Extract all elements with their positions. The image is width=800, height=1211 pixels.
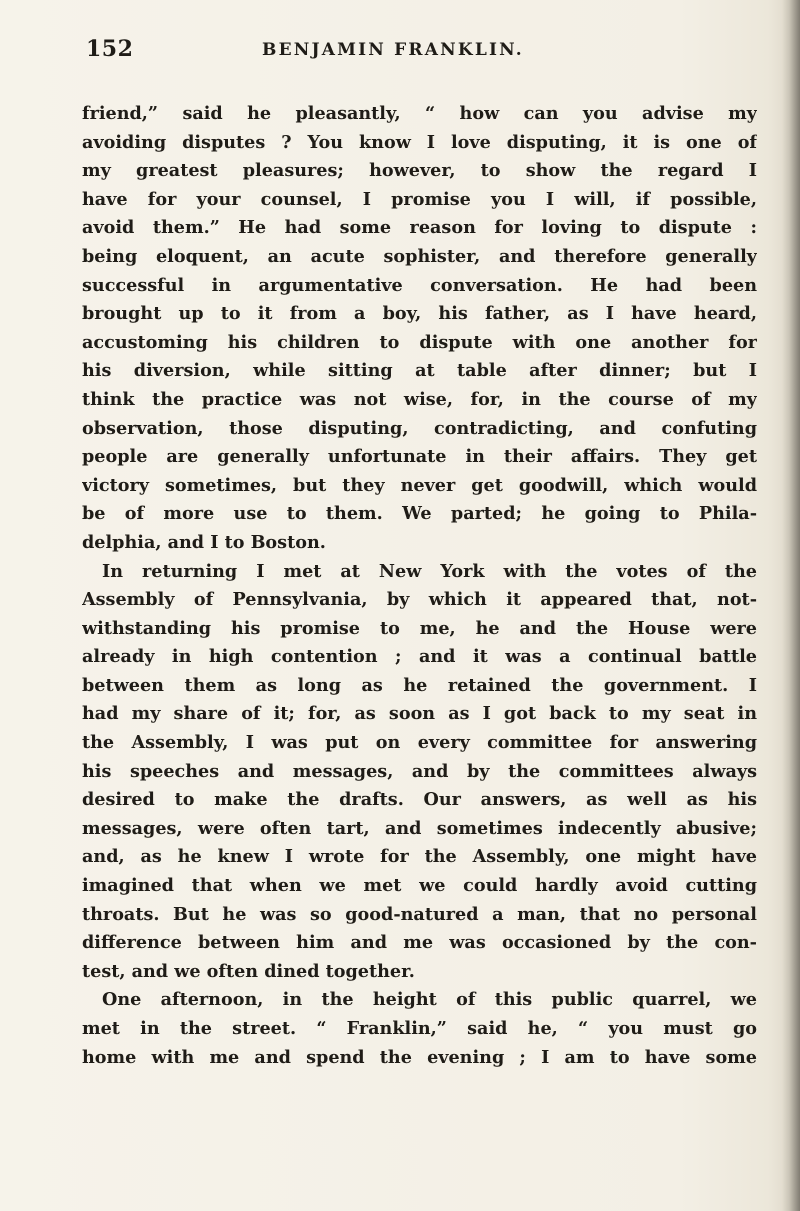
text-line: imagined that when we met we could hardly avoid cutting <box>82 875 757 897</box>
page-binding-edge <box>782 0 800 1211</box>
text-line: successful in argumentative conversation. He had been <box>82 274 757 296</box>
text-line: avoiding disputes ? You know I love disputing, it is one of <box>82 131 757 153</box>
text-line: his speeches and messages, and by the committees always <box>82 760 757 782</box>
text-line: delphia, and I to Boston. <box>82 531 326 553</box>
text-line: already in high contention ; and it was a continual battle <box>82 646 757 668</box>
text-line: the Assembly, I was put on every committee for answering <box>82 732 757 754</box>
running-title: BENJAMIN FRANKLIN. <box>262 40 524 60</box>
text-line: being eloquent, an acute sophister, and therefore generally <box>82 245 757 267</box>
text-line: friend,” said he pleasantly, “ how can you advise my <box>82 103 757 124</box>
text-line: One afternoon, in the height of this public quarrel, we <box>102 989 757 1011</box>
text-line: people are generally unfortunate in their affairs. They get <box>82 446 757 468</box>
text-line: my greatest pleasures; however, to show the regard I <box>82 160 757 182</box>
text-line: desired to make the drafts. Our answers, as well as his <box>82 789 757 811</box>
text-line: avoid them.” He had some reason for loving to dispute : <box>82 217 757 239</box>
text-line: between them as long as he retained the government. I <box>82 674 757 696</box>
text-line: be of more use to them. We parted; he going to Phila- <box>82 503 757 525</box>
page-number: 152 <box>86 36 134 62</box>
running-head <box>86 36 726 70</box>
text-line: observation, those disputing, contradicting, and confuting <box>82 417 757 439</box>
text-line: Assembly of Pennsylvania, by which it appeared that, not- <box>82 589 757 611</box>
text-line: In returning I met at New York with the votes of the <box>102 560 757 582</box>
text-line: test, and we often dined together. <box>82 960 415 982</box>
text-line: throats. But he was so good-natured a man, that no personal <box>82 903 757 925</box>
text-line: and, as he knew I wrote for the Assembly, one might have <box>82 846 757 868</box>
text-line: messages, were often tart, and sometimes indecently abusive; <box>82 817 757 839</box>
text-line: have for your counsel, I promise you I will, if possible, <box>82 188 757 210</box>
text-line: think the practice was not wise, for, in the course of my <box>82 388 757 410</box>
body-text <box>82 100 757 1072</box>
text-line: victory sometimes, but they never get goodwill, which would <box>82 474 757 496</box>
text-line: withstanding his promise to me, he and the House were <box>82 617 757 639</box>
text-line: had my share of it; for, as soon as I got back to my seat in <box>82 703 757 725</box>
text-line: his diversion, while sitting at table after dinner; but I <box>82 360 757 382</box>
text-line: home with me and spend the evening ; I am to have some <box>82 1046 757 1068</box>
text-line: difference between him and me was occasioned by the con- <box>82 932 757 954</box>
text-line: accustoming his children to dispute with one another for <box>82 331 757 353</box>
text-line: brought up to it from a boy, his father, as I have heard, <box>82 303 757 325</box>
text-line: met in the street. “ Franklin,” said he, “ you must go <box>82 1018 757 1039</box>
